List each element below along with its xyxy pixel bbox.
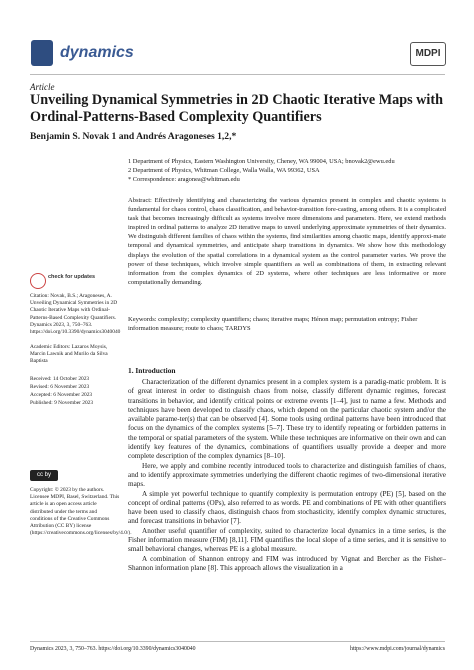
journal-logo-icon	[31, 40, 53, 66]
date-published: Published: 9 November 2023	[30, 400, 94, 406]
paper-title: Unveiling Dynamical Symmetries in 2D Chaotic Iterative Maps with Ordinal-Patterns-Based Complexity Quantifiers	[30, 92, 443, 125]
date-received: Received: 14 October 2023	[30, 376, 90, 382]
section-heading: 1. Introduction	[128, 366, 176, 375]
body-text	[128, 378, 446, 573]
article-type: Article	[30, 82, 55, 92]
paragraph: Another useful quantifier of complexity, suited to characterize local dynamics in a time series, is the Fisher information measure (FIM) [8,11]. FIM quantifies the local slope of a time series, and it is sensitive to small behavioral changes, whereas PE is a global measure.	[128, 526, 446, 554]
keywords: Keywords: complexity; complexity quantifiers; chaos; iterative maps; Hénon map; permutation entropy; Fisher information measure; route to chaos; TARDYS	[128, 316, 418, 333]
paragraph: A combination of Shannon entropy and FIM was introduced by Vignat and Bercher as the Fisher–Shannon information plane [8]. This approach allows the visualization in a	[128, 554, 446, 572]
correspondence: * Correspondence: aragonea@whitman.edu	[128, 176, 240, 183]
footer	[30, 646, 445, 652]
copyright: Copyright: © 2023 by the authors. Licensee MDPI, Basel, Switzerland. This article is an open access article distributed under the terms and conditions of the Creative Commons Attribution (CC BY) license (https://creativecommons.org/licenses/by/4.0/).	[30, 487, 132, 537]
cc-license-icon[interactable]: cc by	[30, 470, 58, 481]
abstract: Abstract: Effectively identifying and characterizing the various dynamics present in complex and chaotic systems is fundamental for chaos control, chaos classification, and behavior-transition fore-casting, among others. It is a complicated task that becomes increasingly difficult as systems involve more dimensions and parameters. Here, we extend methods inspired in ordinal patterns to analyze 2D iterative maps to unveil underlying approximate symmetries of their dynamics. We distinguish different families of chaos within the systems, find similarities among chaotic maps, identify approxi-mate temporal and dynamical symmetries, and anticipate sharp transitions in dynamics. We show how this methodology displays the evolution of the spatial correlations in a dynamical system as the control parameter varies. We prove the power of these techniques, which involve simple quantifiers as well as combinations of them, in extracting relevant information from the complex dynamics of 2D systems, where other techniques are less informative or more computationally demanding.	[128, 197, 446, 286]
paragraph: Characterization of the different dynamics present in a complex system is a paradig-matic problem. It is of great interest in order to distinguish chaos from noise, classify different dynamic regimes, forecast transitions in behavior, and identify critical points or extreme events [1–4], just to name a few. Methods and techniques have been developed to classify chaos, which depend on the particular chaotic system and/or the available parame-ter(s) that can be observed [4]. Some tools using ordinal patterns have been introduced that focus on the dynamics of the complex systems [5–7]. These try to identify repeating or forbidden patterns in the temporal or spatial parameters of the system. While these techniques are informative on their own and can identify key features of the dynamics, combinations of quantifiers usually provide a deeper and more complete description of the complex dynamics [8–10].	[128, 378, 446, 461]
footer-divider	[30, 641, 445, 642]
affiliation-1: 1 Department of Physics, Eastern Washington University, Cheney, WA 99004, USA; bnovak2@ewu.edu	[128, 158, 395, 165]
header-divider	[30, 74, 445, 75]
academic-editors: Academic Editors: Lazaros Moysis, Marcin Lawnik and Murilo da Silva Baptista	[30, 344, 108, 365]
check-updates-label[interactable]: check for updates	[48, 274, 96, 280]
footer-citation[interactable]: Dynamics 2023, 3, 750–763. https://doi.org/10.3390/dynamics3040040	[30, 646, 196, 652]
authors: Benjamin S. Novak 1 and Andrés Aragoneses 1,2,*	[30, 131, 237, 142]
date-accepted: Accepted: 6 November 2023	[30, 392, 93, 398]
check-updates-icon[interactable]	[30, 273, 46, 289]
date-revised: Revised: 6 November 2023	[30, 384, 90, 390]
affiliation-2: 2 Department of Physics, Whitman College, Walla Walla, WA 99362, USA	[128, 167, 320, 174]
journal-name[interactable]: dynamics	[60, 44, 134, 61]
footer-url[interactable]: https://www.mdpi.com/journal/dynamics	[350, 646, 445, 652]
paragraph: A simple yet powerful technique to quantify complexity is permutation entropy (PE) [5], based on the concept of ordinal patterns (OPs), also referred to as words. PE and combinations of PE with other quantifiers have been used to classify chaos, distinguish chaos from stochasticity, identify complex dynamic structures, and forecast transitions in behavior [7].	[128, 489, 446, 526]
publisher-logo[interactable]: MDPI	[410, 42, 446, 66]
citation: Citation: Novak, B.S.; Aragoneses, A. Unveiling Dynamical Symmetries in 2D Chaotic Iterative Maps with Ordinal-Patterns-Based Complexity Quantifiers. Dynamics 2023, 3, 750–763. https://doi.org/10.3390/dynamics3040040	[30, 293, 121, 336]
paragraph: Here, we apply and combine recently introduced tools to characterize and distinguish families of chaos, and to identify approximate symmetries underlying the different chaotic regimes of two-dimensional iterative maps.	[128, 461, 446, 489]
